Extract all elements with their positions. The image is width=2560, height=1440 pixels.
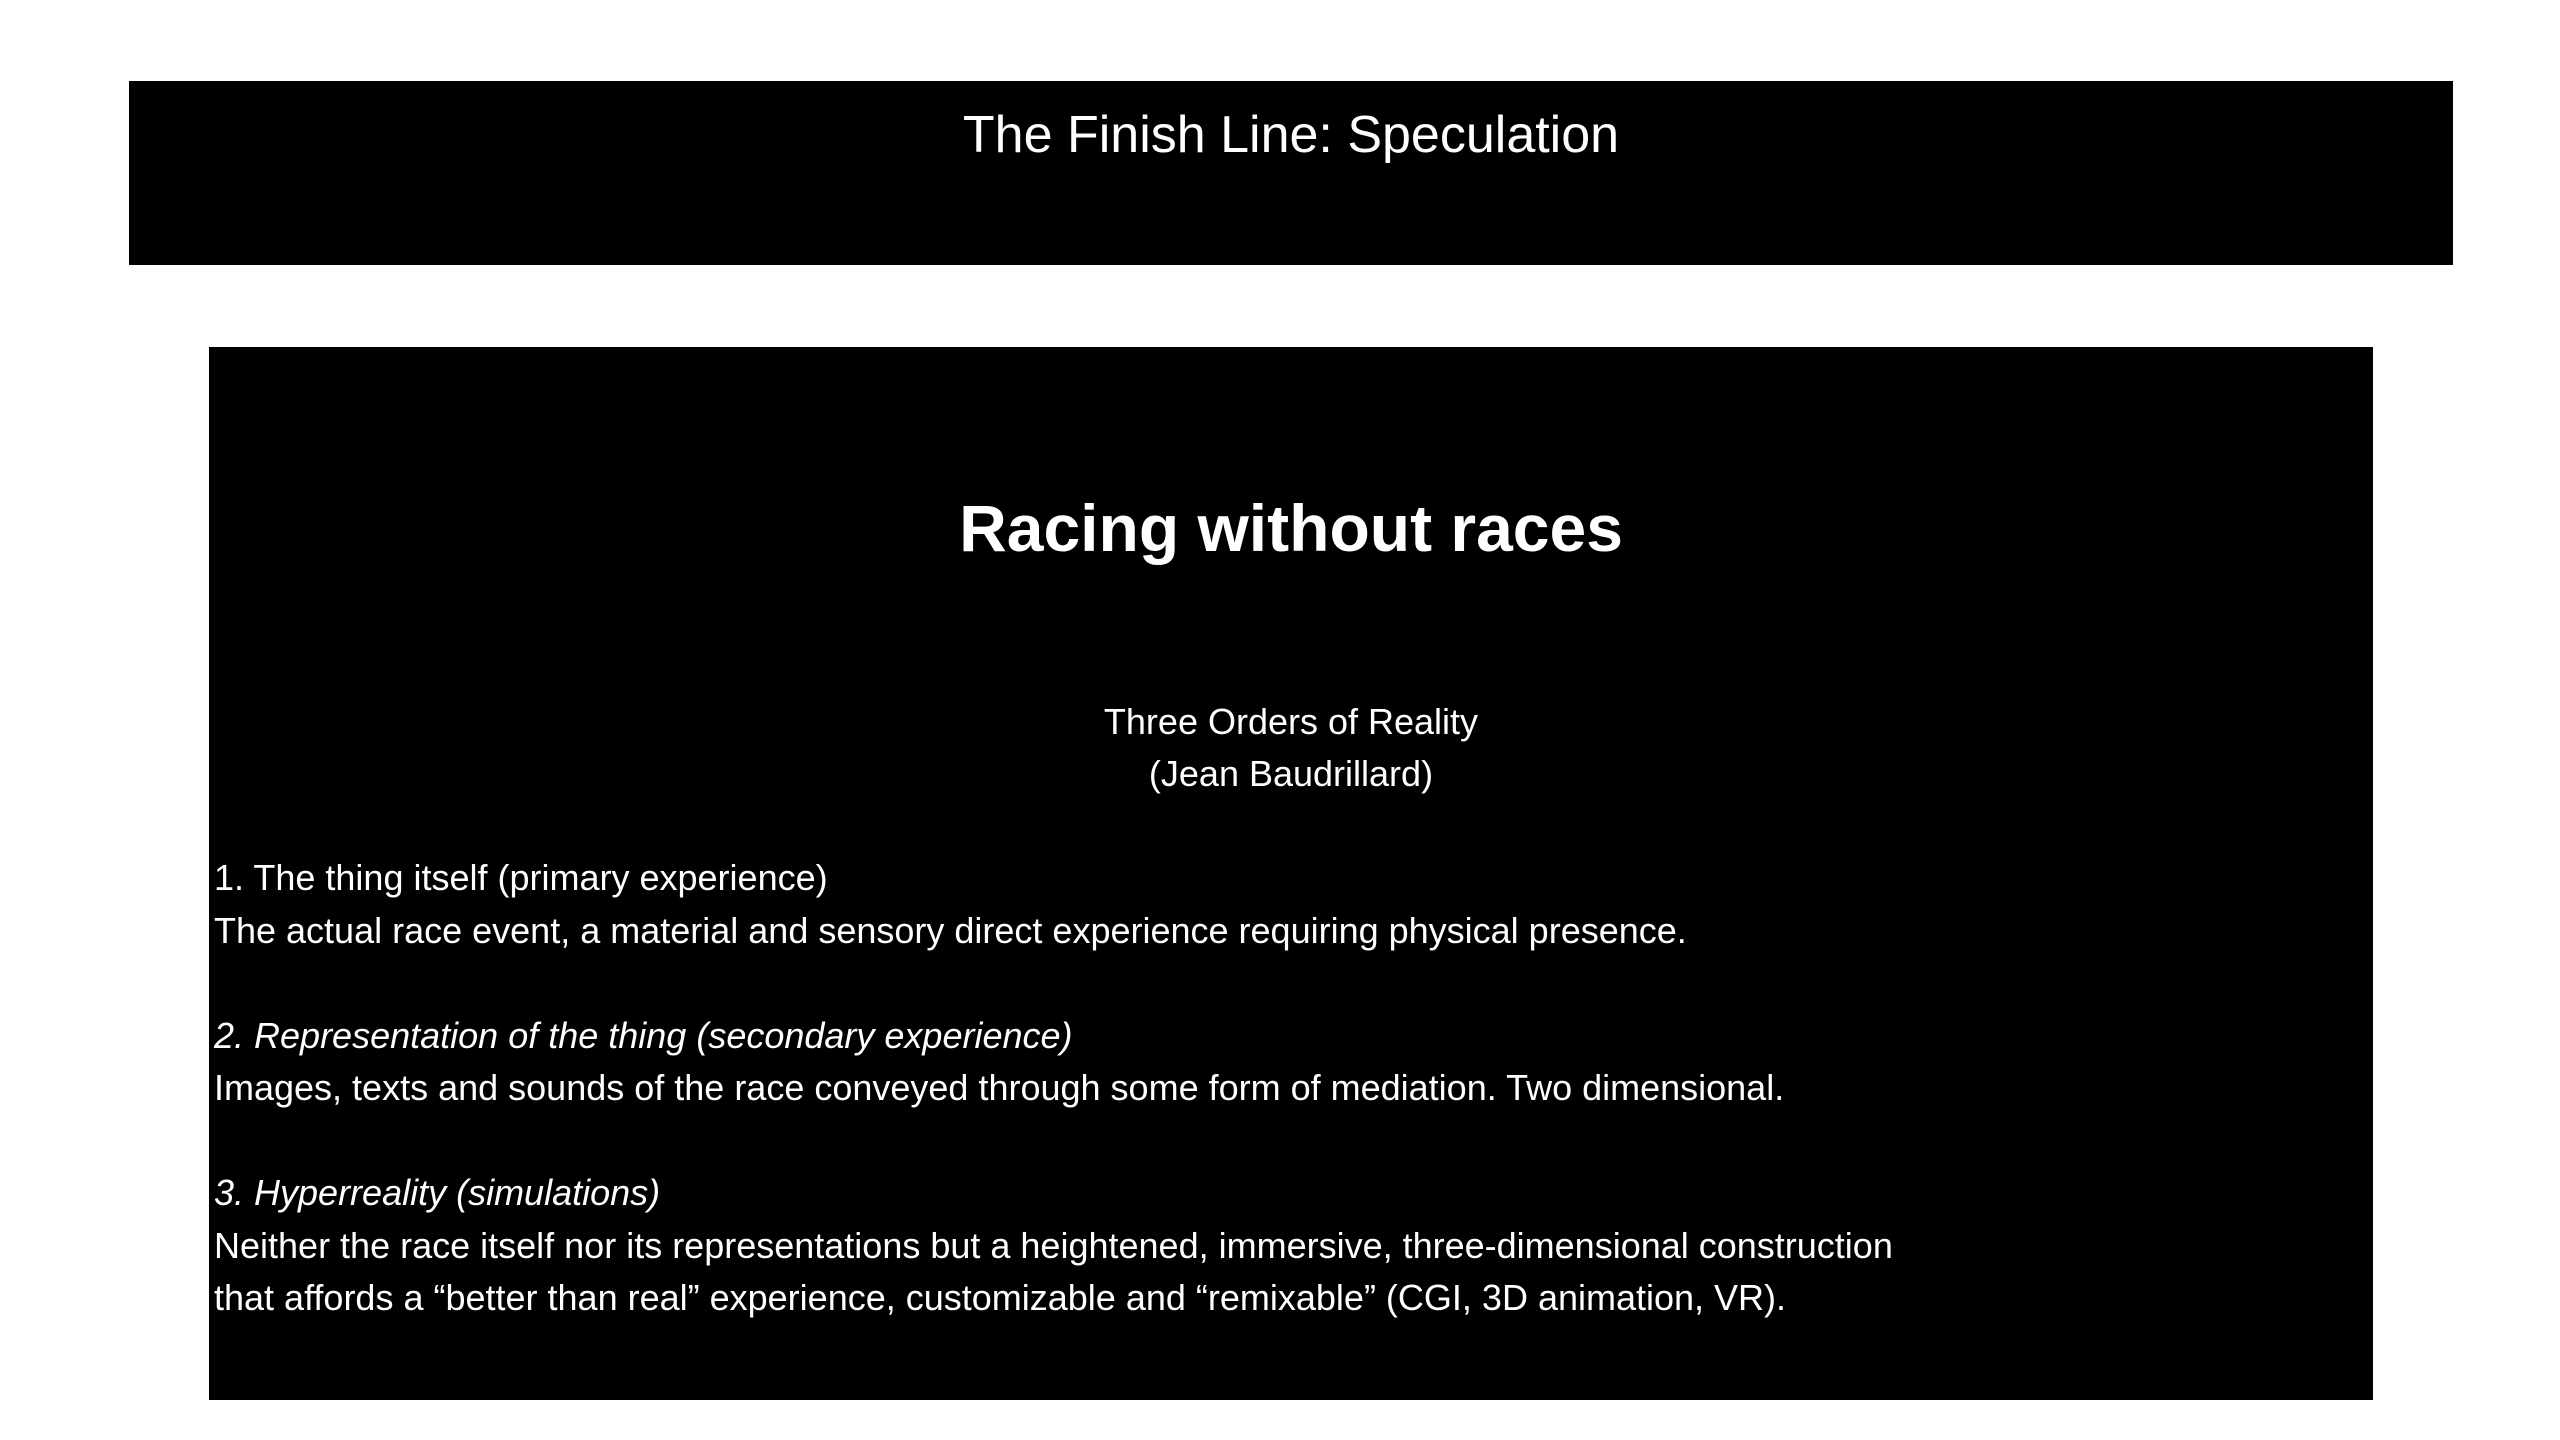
item-heading: 3. Hyperreality (simulations) [214, 1172, 661, 1213]
subheading-line-1: Three Orders of Reality [1103, 701, 1479, 742]
content-box [209, 347, 2373, 1400]
slide-title: The Finish Line: Speculation [962, 106, 1620, 164]
title-bar [129, 81, 2453, 265]
item-body: The actual race event, a material and sensory direct experience requiring physical presence. [214, 909, 1687, 951]
slide-heading: Racing without races [959, 491, 1623, 565]
orders-list [214, 852, 2363, 1377]
item-body: Images, texts and sounds of the race conveyed through some form of mediation. Two dimensional. [214, 1067, 1785, 1108]
item-body-line-1: Neither the race itself nor its representations but a heightened, immersive, three-dimensional construction [214, 1224, 1893, 1266]
item-heading: 1. The thing itself (primary experience) [214, 857, 828, 898]
list-item [214, 1167, 2363, 1325]
item-body-line-2: that affords a “better than real” experience, customizable and “remixable” (CGI, 3D animation, VR). [214, 1277, 1787, 1318]
item-heading: 2. Representation of the thing (secondary experience) [214, 1014, 1073, 1056]
subheading [209, 696, 2373, 800]
subheading-line-2: (Jean Baudrillard) [1148, 753, 1434, 794]
list-item [214, 1010, 2363, 1115]
list-item [214, 852, 2363, 957]
